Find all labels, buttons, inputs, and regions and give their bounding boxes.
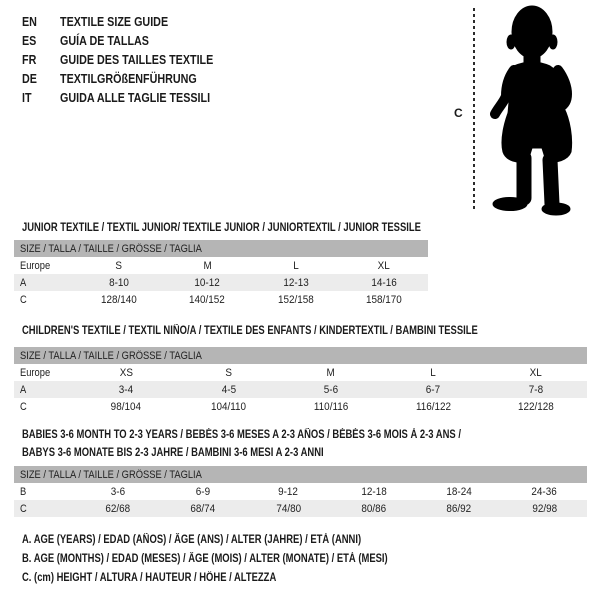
size-table-junior xyxy=(14,240,428,308)
section-title-text: BABIES 3-6 MONTH TO 2-3 YEARS / BEBÉS 3-6 MESES A 2-3 AÑOS / BÉBÉS 3-6 MOIS À 2-3 ANS / xyxy=(22,429,461,441)
table-cell xyxy=(163,294,251,306)
table-cell-text: 3-6 xyxy=(110,485,125,498)
table-row-europe xyxy=(14,364,587,381)
table-cell xyxy=(246,503,331,515)
table-cell xyxy=(340,294,428,306)
language-title-text: GUÍA DE TALLAS xyxy=(60,33,149,48)
table-cell-text: 3-4 xyxy=(119,383,134,396)
row-label-text: B xyxy=(20,485,27,498)
table-cell xyxy=(340,260,428,272)
table-cell xyxy=(280,384,382,396)
section-title-children xyxy=(22,322,578,340)
table-row-c xyxy=(14,398,587,415)
row-label-text: C xyxy=(20,502,27,515)
table-cell-text: 158/170 xyxy=(365,293,402,306)
table-cell xyxy=(280,401,382,413)
table-cell xyxy=(331,486,416,498)
language-code-text: EN xyxy=(22,14,37,29)
table-cell-text: 7-8 xyxy=(528,383,543,396)
table-cell xyxy=(75,486,160,498)
footnote-list xyxy=(22,534,468,591)
table-cell-text: M xyxy=(326,366,336,379)
table-cell xyxy=(177,367,279,379)
table-row-a xyxy=(14,274,428,291)
table-cell-text: 24-36 xyxy=(531,485,557,498)
language-code xyxy=(22,34,60,48)
baby-silhouette-icon xyxy=(486,2,588,216)
size-header-label: SIZE / TALLA / TAILLE / GRÖSSE / TAGLIA xyxy=(20,349,202,362)
language-row-it xyxy=(22,88,238,107)
table-row-europe xyxy=(14,257,428,274)
table-cell xyxy=(502,486,587,498)
table-cell-text: 80/86 xyxy=(361,502,387,515)
table-cell-text: S xyxy=(225,366,232,379)
table-cell xyxy=(163,277,251,289)
table-cell-text: 18-24 xyxy=(446,485,472,498)
table-cell-text: 104/110 xyxy=(211,400,247,413)
table-row-b xyxy=(14,483,587,500)
language-code xyxy=(22,72,60,86)
table-cell xyxy=(252,294,340,306)
table-cell xyxy=(75,277,163,289)
table-cell-text: 92/98 xyxy=(531,502,557,515)
language-code-text: DE xyxy=(22,71,37,86)
language-code xyxy=(22,53,60,67)
language-title-text: GUIDE DES TAILLES TEXTILE xyxy=(60,52,214,67)
table-cell xyxy=(331,503,416,515)
language-list xyxy=(22,12,238,107)
row-label-text: Europe xyxy=(20,259,51,272)
table-row-c xyxy=(14,500,587,517)
row-label xyxy=(14,384,75,396)
table-cell-text: 10-12 xyxy=(194,276,221,289)
table-cell xyxy=(163,260,251,272)
table-cell-text: XL xyxy=(529,366,542,379)
table-cell-text: 74/80 xyxy=(275,502,301,515)
height-measure-label: C xyxy=(454,106,463,120)
language-title-text: TEXTILGRÖßENFÜHRUNG xyxy=(60,71,197,86)
size-table-children xyxy=(14,347,587,415)
row-label xyxy=(14,401,75,413)
footnote-line-b xyxy=(22,553,468,572)
table-cell-text: 62/68 xyxy=(105,502,131,515)
language-title xyxy=(60,53,238,67)
table-cell xyxy=(75,503,160,515)
table-row-c xyxy=(14,291,428,308)
language-row-es xyxy=(22,31,238,50)
language-title xyxy=(60,91,235,105)
language-row-fr xyxy=(22,50,238,69)
language-code-text: FR xyxy=(22,52,37,67)
row-label xyxy=(14,367,75,379)
table-cell xyxy=(75,401,177,413)
table-cell-text: 5-6 xyxy=(323,383,339,396)
table-cell xyxy=(252,277,340,289)
table-cell-text: 8-10 xyxy=(109,276,130,289)
table-cell xyxy=(340,277,428,289)
table-cell xyxy=(177,401,279,413)
language-title-text: GUIDA ALLE TAGLIE TESSILI xyxy=(60,90,211,105)
footnote-text: C. (cm) HEIGHT / ALTURA / HAUTEUR / HÖHE / ALTEZZA xyxy=(22,572,277,584)
row-label xyxy=(14,486,75,498)
language-code-text: IT xyxy=(22,90,32,105)
table-cell xyxy=(485,401,587,413)
table-cell-text: 4-5 xyxy=(221,383,236,396)
size-header-bar xyxy=(14,466,587,483)
section-title-line xyxy=(22,322,578,340)
table-cell-text: 6-9 xyxy=(195,485,211,498)
size-table-babies xyxy=(14,466,587,517)
table-cell xyxy=(177,384,279,396)
table-cell xyxy=(485,384,587,396)
language-row-de xyxy=(22,69,238,88)
table-cell xyxy=(382,384,484,396)
table-cell xyxy=(160,486,245,498)
table-cell-text: 98/104 xyxy=(111,400,142,413)
section-title-line xyxy=(22,444,557,462)
table-cell-text: L xyxy=(430,366,437,379)
language-row-en xyxy=(22,12,238,31)
size-header-label: SIZE / TALLA / TAILLE / GRÖSSE / TAGLIA xyxy=(20,242,202,255)
table-cell-text: XL xyxy=(377,259,390,272)
table-cell-text: 12-18 xyxy=(360,485,387,498)
language-code xyxy=(22,91,60,105)
table-cell-text: L xyxy=(292,259,299,272)
table-cell-text: 128/140 xyxy=(101,293,138,306)
table-cell-text: 68/74 xyxy=(190,502,216,515)
footnote-text: B. AGE (MONTHS) / EDAD (MESES) / ÂGE (MOIS) / ALTER (MONATE) / ETÀ (MESI) xyxy=(22,553,388,565)
row-label-text: A xyxy=(20,383,27,396)
table-cell xyxy=(502,503,587,515)
table-cell-text: XS xyxy=(119,366,133,379)
table-cell-text: 14-16 xyxy=(371,276,397,289)
language-title xyxy=(60,34,163,48)
table-cell xyxy=(252,260,340,272)
row-label xyxy=(14,294,75,306)
table-cell-text: 152/158 xyxy=(277,293,314,306)
row-label xyxy=(14,260,75,272)
table-cell xyxy=(382,367,484,379)
size-header-label: SIZE / TALLA / TAILLE / GRÖSSE / TAGLIA xyxy=(20,468,202,481)
table-cell-text: M xyxy=(203,259,212,272)
row-label-text: C xyxy=(20,400,27,413)
table-cell-text: 110/116 xyxy=(313,400,349,413)
language-code xyxy=(22,15,60,29)
table-row-a xyxy=(14,381,587,398)
section-title-text: BABYS 3-6 MONATE BIS 2-3 JAHRE / BAMBINI 3-6 MESI A 2-3 ANNI xyxy=(22,447,324,459)
section-title-text: CHILDREN'S TEXTILE / TEXTIL NIÑO/A / TEXTILE DES ENFANTS / KINDERTEXTIL / BAMBINI TESSILE xyxy=(22,325,478,337)
table-cell xyxy=(416,486,501,498)
table-cell xyxy=(280,367,382,379)
table-cell xyxy=(416,503,501,515)
row-label-text: A xyxy=(20,276,27,289)
row-label xyxy=(14,503,75,515)
row-label-text: Europe xyxy=(20,366,51,379)
table-cell-text: 9-12 xyxy=(278,485,299,498)
size-header-bar xyxy=(14,240,428,257)
table-cell xyxy=(160,503,245,515)
height-measure-line xyxy=(473,8,475,210)
section-title-babies xyxy=(22,426,557,462)
footnote-line-a xyxy=(22,534,468,553)
section-title-line xyxy=(22,426,557,444)
language-title xyxy=(60,72,219,86)
section-title-line xyxy=(22,219,508,237)
table-cell xyxy=(75,260,163,272)
table-cell xyxy=(75,384,177,396)
section-title-text: JUNIOR TEXTILE / TEXTIL JUNIOR/ TEXTILE JUNIOR / JUNIORTEXTIL / JUNIOR TESSILE xyxy=(22,222,421,234)
table-cell-text: 12-13 xyxy=(282,276,309,289)
table-cell xyxy=(382,401,484,413)
section-title-junior xyxy=(22,219,508,237)
table-cell-text: 86/92 xyxy=(446,502,472,515)
table-cell xyxy=(75,367,177,379)
table-cell-text: 6-7 xyxy=(426,383,441,396)
footnote-line-c xyxy=(22,572,468,591)
language-title-text: TEXTILE SIZE GUIDE xyxy=(60,14,169,29)
table-cell-text: 116/122 xyxy=(415,400,451,413)
size-header-bar xyxy=(14,347,587,364)
table-cell-text: 122/128 xyxy=(517,400,554,413)
table-cell xyxy=(246,486,331,498)
row-label-text: C xyxy=(20,293,27,306)
row-label xyxy=(14,277,75,289)
language-code-text: ES xyxy=(22,33,37,48)
table-cell xyxy=(75,294,163,306)
language-title xyxy=(60,15,186,29)
table-cell-text: S xyxy=(115,259,123,272)
table-cell xyxy=(485,367,587,379)
table-cell-text: 140/152 xyxy=(189,293,226,306)
footnote-text: A. AGE (YEARS) / EDAD (AÑOS) / ÂGE (ANS) / ALTER (JAHRE) / ETÀ (ANNI) xyxy=(22,534,362,546)
